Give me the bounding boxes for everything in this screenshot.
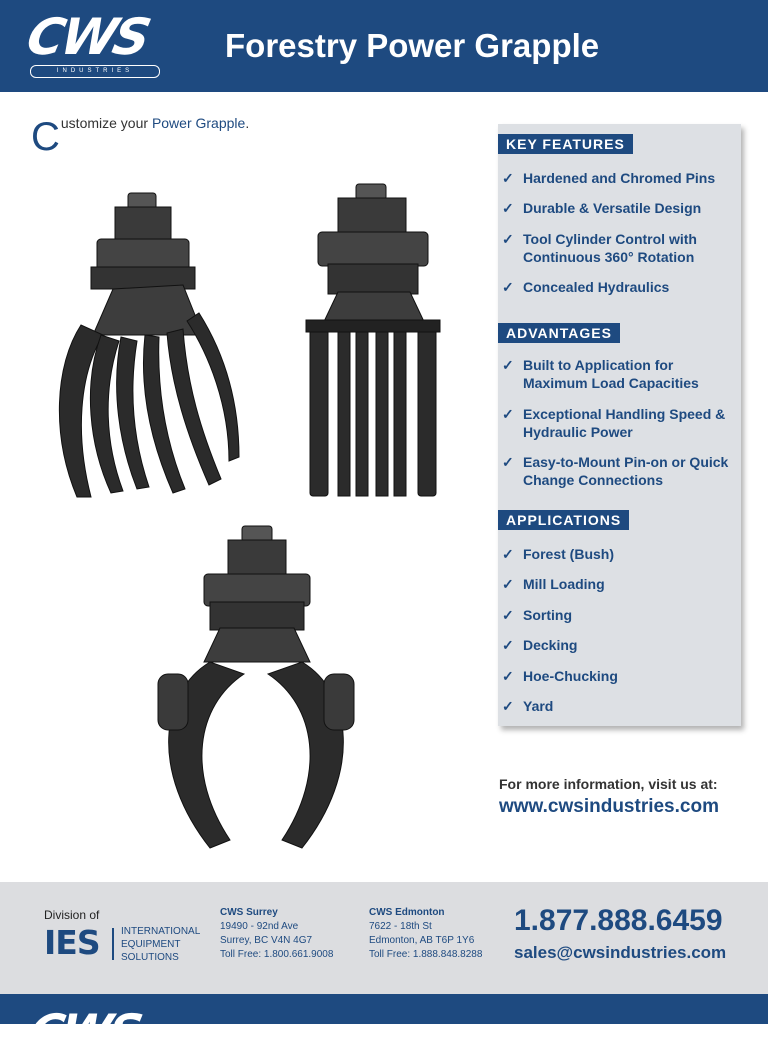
logo-text: CWS (21, 8, 154, 66)
check-icon: ✓ (502, 576, 514, 592)
cws-logo (21, 8, 168, 78)
page-title: Forestry Power Grapple (225, 27, 600, 64)
check-icon: ✓ (502, 454, 514, 470)
applications-heading: APPLICATIONS (498, 510, 629, 530)
feature-item: ✓ Tool Cylinder Control with Continuous 360° Rotation (502, 231, 697, 265)
advantage-item: ✓ Easy-to-Mount Pin-on or Quick Change Connections (502, 454, 729, 488)
edmonton-phone: Toll Free: 1.888.848.8288 (369, 949, 483, 960)
main-phone[interactable]: 1.877.888.6459 (514, 904, 723, 937)
ies-logo (44, 924, 204, 964)
intro-line (31, 115, 249, 160)
check-icon: ✓ (502, 170, 514, 186)
intro-highlight: Power Grapple (151, 115, 246, 131)
ies-letters: IES (44, 923, 100, 962)
check-icon: ✓ (502, 231, 514, 247)
surrey-phone: Toll Free: 1.800.661.9008 (220, 949, 334, 960)
advantages-heading: ADVANTAGES (498, 323, 620, 343)
check-icon: ✓ (502, 406, 514, 422)
bottom-bar (0, 994, 768, 1058)
surrey-city: Surrey, BC V4N 4G7 (220, 935, 313, 946)
bottom-logo: CWS (24, 1004, 145, 1058)
feature-item: ✓ Concealed Hydraulics (502, 279, 670, 295)
application-item: ✓ Mill Loading (502, 576, 605, 592)
check-icon: ✓ (502, 698, 514, 714)
grapple-photo-two-tine (150, 522, 362, 852)
website-link[interactable]: www.cwsindustries.com (499, 796, 719, 817)
check-icon: ✓ (502, 357, 514, 373)
key-features-heading: KEY FEATURES (498, 134, 633, 154)
footer (0, 882, 768, 994)
grapple-photo-front (278, 180, 468, 502)
check-icon: ✓ (502, 668, 514, 684)
logo-subtitle: INDUSTRIES (30, 65, 160, 78)
ies-company-name: INTERNATIONAL EQUIPMENT SOLUTIONS (121, 926, 201, 963)
advantage-item: ✓ Exceptional Handling Speed & Hydraulic Power (502, 406, 726, 440)
check-icon: ✓ (502, 546, 514, 562)
info-label: For more information, visit us at: (499, 776, 718, 792)
edmonton-street: 7622 - 18th St (369, 921, 432, 932)
check-icon: ✓ (502, 607, 514, 623)
intro-end: . (245, 115, 250, 131)
check-icon: ✓ (502, 200, 514, 216)
surrey-address (220, 906, 333, 962)
edmonton-address (369, 906, 482, 962)
advantage-item: ✓ Built to Application for Maximum Load Capacities (502, 357, 699, 391)
surrey-street: 19490 - 92nd Ave (220, 921, 299, 932)
intro-initial: C (31, 115, 60, 159)
application-item: ✓ Decking (502, 637, 578, 653)
feature-item: ✓ Durable & Versatile Design (502, 200, 702, 216)
check-icon: ✓ (502, 279, 514, 295)
check-icon: ✓ (502, 637, 514, 653)
intro-text: ustomize your (60, 115, 152, 131)
application-item: ✓ Hoe-Chucking (502, 668, 618, 684)
grapple-photo-angled (33, 185, 243, 503)
surrey-name: CWS Surrey (220, 907, 278, 918)
ies-divider (112, 928, 114, 960)
application-item: ✓ Yard (502, 698, 554, 714)
feature-item: ✓ Hardened and Chromed Pins (502, 170, 716, 186)
sales-email[interactable]: sales@cwsindustries.com (514, 943, 727, 962)
edmonton-name: CWS Edmonton (369, 907, 445, 918)
header-bar (0, 0, 768, 92)
division-of-label: Division of (44, 908, 100, 922)
edmonton-city: Edmonton, AB T6P 1Y6 (369, 935, 475, 946)
application-item: ✓ Forest (Bush) (502, 546, 614, 562)
application-item: ✓ Sorting (502, 607, 572, 623)
features-panel (498, 124, 741, 726)
